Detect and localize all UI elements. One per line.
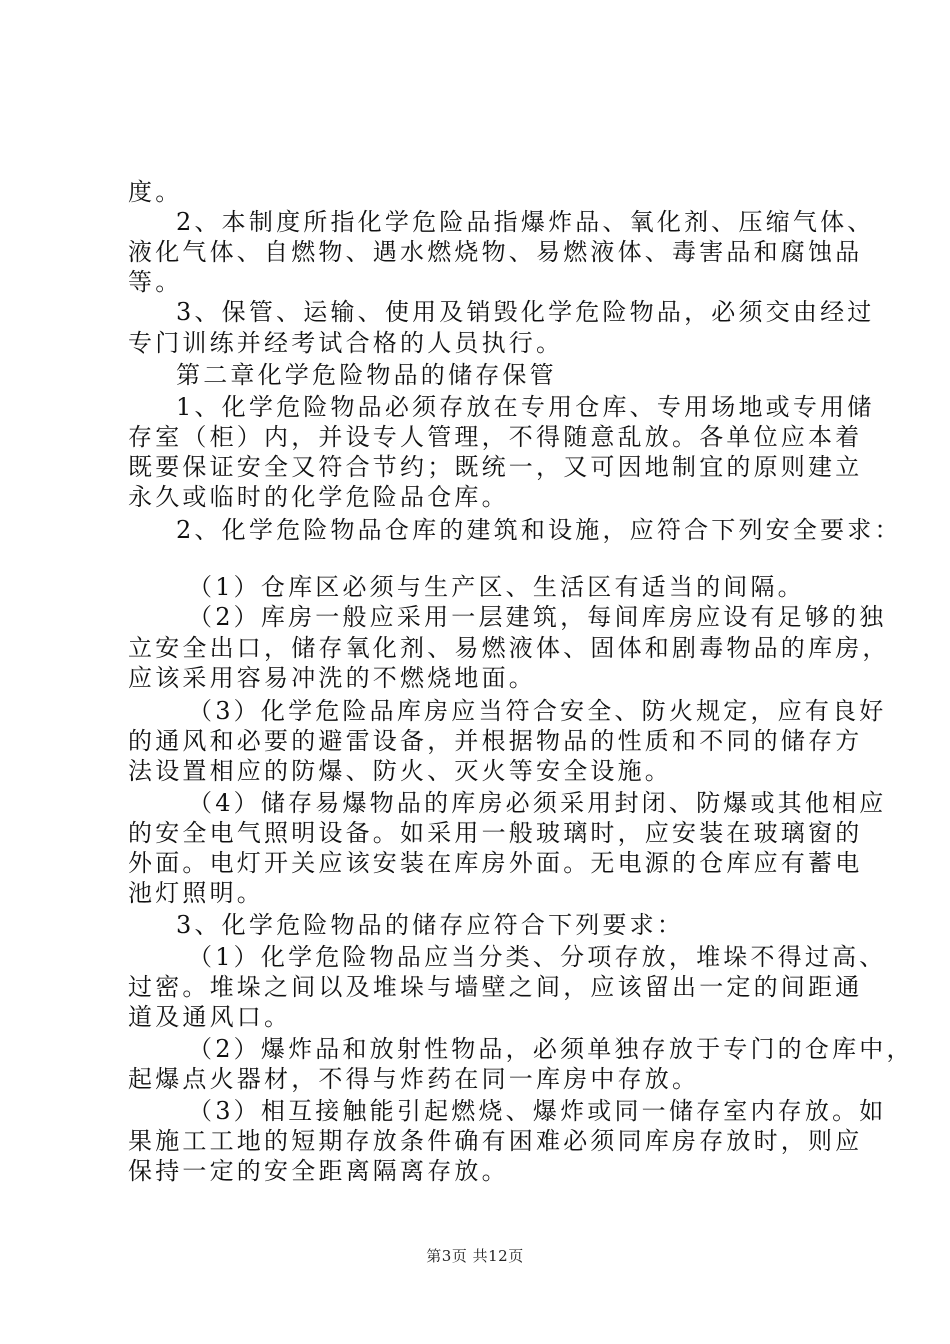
- text-line: 果施工工地的短期存放条件确有困难必须同库房存放时，则应: [128, 1127, 863, 1155]
- text-line: 起爆点火器材，不得与炸药在同一库房中存放。: [128, 1065, 700, 1093]
- text-line: 液化气体、自燃物、遇水燃烧物、易燃液体、毒害品和腐蚀品: [128, 238, 863, 266]
- text-line: （3）化学危险品库房应当符合安全、防火规定，应有良好: [188, 697, 887, 725]
- text-line: 2、本制度所指化学危险品指爆炸品、氧化剂、压缩气体、: [176, 208, 875, 236]
- text-line: （3）相互接触能引起燃烧、爆炸或同一储存室内存放。如: [188, 1097, 887, 1125]
- text-line: 法设置相应的防爆、防火、灭火等安全设施。: [128, 757, 672, 785]
- text-line: 过密。堆垛之间以及堆垛与墙壁之间，应该留出一定的间距通: [128, 973, 863, 1001]
- text-line: 池灯照明。: [128, 879, 264, 907]
- text-line: 专门训练并经考试合格的人员执行。: [128, 329, 564, 357]
- text-line: （2）爆炸品和放射性物品，必须单独存放于专门的仓库中，: [188, 1035, 914, 1063]
- text-line: 的通风和必要的避雷设备，并根据物品的性质和不同的储存方: [128, 727, 863, 755]
- text-line: （4）储存易爆物品的库房必须采用封闭、防爆或其他相应: [188, 789, 887, 817]
- text-line: 保持一定的安全距离隔离存放。: [128, 1157, 509, 1185]
- text-line: （1）化学危险物品应当分类、分项存放，堆垛不得过高、: [188, 943, 887, 971]
- text-line: 存室（柜）内，并设专人管理，不得随意乱放。各单位应本着: [128, 423, 863, 451]
- text-line: 既要保证安全又符合节约；既统一，又可因地制宜的原则建立: [128, 453, 863, 481]
- text-line: 3、化学危险物品的储存应符合下列要求：: [176, 911, 685, 939]
- text-line: 的安全电气照明设备。如采用一般玻璃时，应安装在玻璃窗的: [128, 819, 863, 847]
- text-line: 外面。电灯开关应该安装在库房外面。无电源的仓库应有蓄电: [128, 849, 863, 877]
- text-line: 等。: [128, 268, 183, 296]
- text-line: （1）仓库区必须与生产区、生活区有适当的间隔。: [188, 573, 805, 601]
- text-line: （2）库房一般应采用一层建筑，每间库房应设有足够的独: [188, 603, 887, 631]
- text-line: 2、化学危险物品仓库的建筑和设施，应符合下列安全要求：: [176, 516, 902, 544]
- chapter-heading: 第二章化学危险物品的储存保管: [176, 361, 557, 389]
- text-line: 立安全出口，储存氧化剂、易燃液体、固体和剧毒物品的库房，: [128, 634, 890, 662]
- text-line: 永久或临时的化学危险品仓库。: [128, 483, 509, 511]
- text-line: 3、保管、运输、使用及销毁化学危险物品，必须交由经过: [176, 298, 875, 326]
- page-footer: 第3页 共12页: [426, 1247, 524, 1265]
- text-line: 1、化学危险物品必须存放在专用仓库、专用场地或专用储: [176, 393, 875, 421]
- text-line: 度。: [128, 178, 183, 206]
- text-line: 应该采用容易冲洗的不燃烧地面。: [128, 664, 536, 692]
- text-line: 道及通风口。: [128, 1003, 292, 1031]
